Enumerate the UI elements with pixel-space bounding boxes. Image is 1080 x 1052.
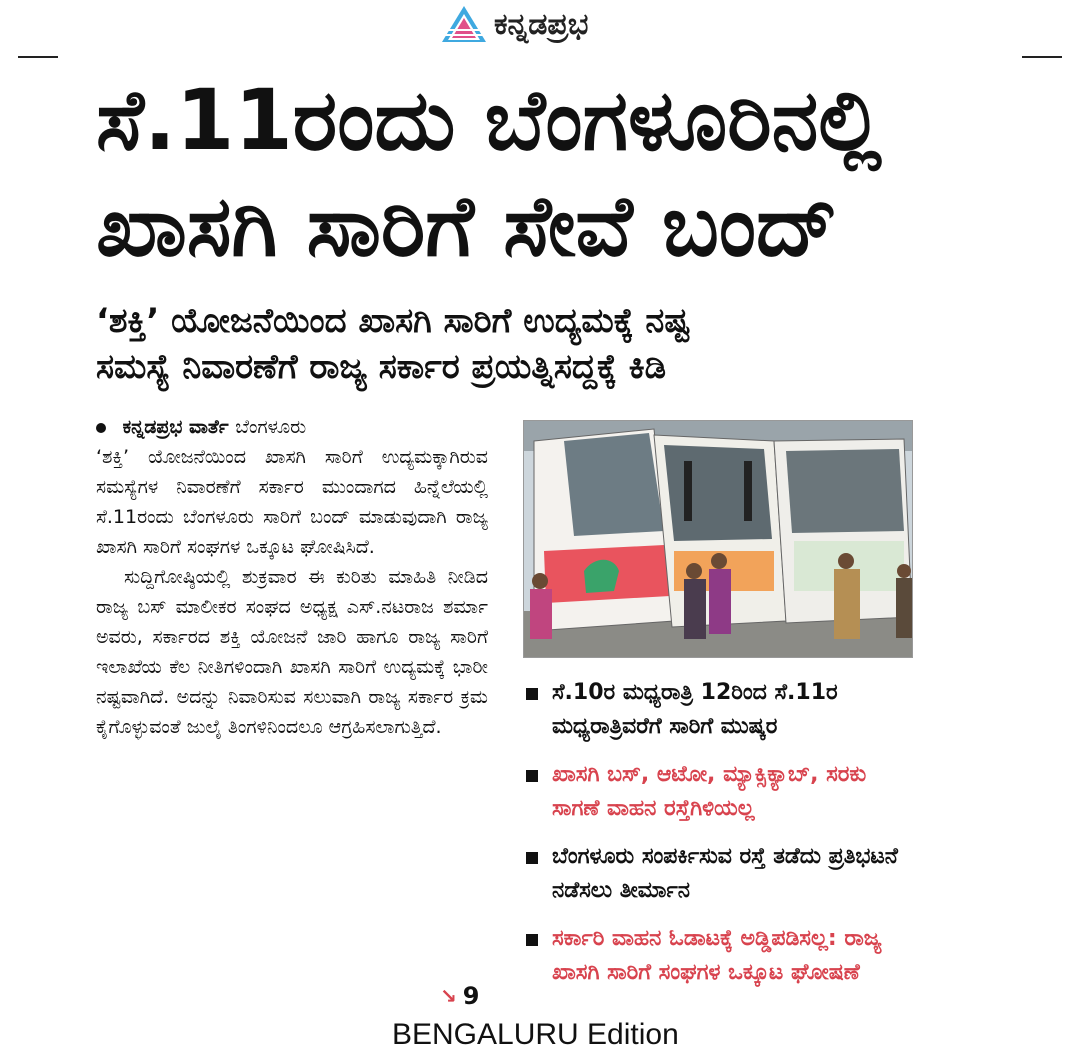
byline-bullet-icon [96, 423, 106, 433]
highlight-text-2: ಖಾಸಗಿ ಬಸ್, ಆಟೋ, ಮ್ಯಾಕ್ಸಿಕ್ಯಾಬ್, ಸರಕು ಸಾಗಣೆ ವಾಹನ ರಸ್ತೆಗಿಳಿಯಲ್ಲ [552, 762, 867, 821]
continued-page-number: 9 [462, 982, 480, 1010]
continued-on-page [440, 982, 479, 1010]
highlight-item-1 [526, 676, 918, 744]
byline [96, 412, 488, 442]
article-paragraph-2: ಸುದ್ದಿಗೋಷ್ಠಿಯಲ್ಲಿ ಶುಕ್ರವಾರ ಈ ಕುರಿತು ಮಾಹಿತಿ ನೀಡಿದ ರಾಜ್ಯ ಬಸ್ ಮಾಲೀಕರ ಸಂಘದ ಅಧ್ಯಕ್ಷ ಎಸ್.ನಟರಾಜ ಶರ್ಮಾ ಅವರು, ಸರ್ಕಾರದ ಶಕ್ತಿ ಯೋಜನೆ ಜಾರಿ ಹಾಗೂ ರಾಜ್ಯ ಸಾರಿಗೆ ಇಲಾಖೆಯ ಕೆಲ ನೀತಿಗಳಿಂದಾಗಿ ಖಾಸಗಿ ಸಾರಿಗೆ ಉದ್ಯಮಕ್ಕೆ ಭಾರೀ ನಷ್ಟವಾಗಿದೆ. ಅದನ್ನು ನಿವಾರಿಸುವ ಸಲುವಾಗಿ ರಾಜ್ಯ ಸರ್ಕಾರ ಕ್ರಮ ಕೈಗೊಳ್ಳುವಂತೆ ಜುಲೈ ತಿಂಗಳಿನಿಂದಲೂ ಆಗ್ರಹಿಸಲಾಗುತ್ತಿದೆ. [96, 566, 488, 738]
edition-label: BENGALURU Edition [392, 1018, 679, 1051]
highlight-text-1: ಸೆ.10ರ ಮಧ್ಯರಾತ್ರಿ 12ರಿಂದ ಸೆ.11ರ ಮಧ್ಯರಾತ್ರಿವರೆಗೆ ಸಾರಿಗೆ ಮುಷ್ಕರ [552, 680, 838, 739]
square-bullet-icon [526, 852, 538, 864]
headline [96, 71, 936, 284]
news-photo-buses [523, 420, 913, 658]
byline-source: ಕನ್ನಡಪ್ರಭ ವಾರ್ತೆ [122, 416, 229, 438]
subheadline-line-2: ಸಮಸ್ಯೆ ನಿವಾರಣೆಗೆ ರಾಜ್ಯ ಸರ್ಕಾರ ಪ್ರಯತ್ನಿಸದ್ದಕ್ಕೆ ಕಿಡಿ [96, 347, 667, 387]
square-bullet-icon [526, 770, 538, 782]
highlight-item-3 [526, 840, 918, 908]
bus-photo-illustration [524, 421, 912, 657]
subheadline [96, 298, 936, 390]
brand-name: ಕನ್ನಡಪ್ರಭ [494, 6, 589, 42]
headline-line-2: ಖಾಸಗಿ ಸಾರಿಗೆ ಸೇವೆ ಬಂದ್ [96, 177, 838, 275]
masthead-logo [440, 2, 588, 46]
jump-arrow-icon: ↘ [440, 984, 457, 1008]
headline-line-1: ಸೆ.11ರಂದು ಬೆಂಗಳೂರಿನಲ್ಲಿ [96, 71, 882, 169]
subheadline-line-1: ‘ಶಕ್ತಿ’ ಯೋಜನೆಯಿಂದ ಖಾಸಗಿ ಸಾರಿಗೆ ಉದ್ಯಮಕ್ಕೆ ನಷ್ಟ [96, 301, 690, 341]
header-rule-left [18, 56, 58, 58]
highlights-list [526, 676, 918, 1004]
article-body [96, 412, 488, 742]
header-rule-right [1022, 56, 1062, 58]
square-bullet-icon [526, 688, 538, 700]
highlight-item-4 [526, 922, 918, 990]
right-margin [1062, 0, 1080, 1049]
logo-triangle-icon [440, 4, 488, 44]
highlight-text-3: ಬೆಂಗಳೂರು ಸಂಪರ್ಕಿಸುವ ರಸ್ತೆ ತಡೆದು ಪ್ರತಿಭಟನೆ ನಡೆಸಲು ತೀರ್ಮಾನ [552, 844, 898, 903]
highlight-item-2 [526, 758, 918, 826]
left-margin [0, 0, 18, 1049]
article-paragraph-1: ‘ಶಕ್ತಿ’ ಯೋಜನೆಯಿಂದ ಖಾಸಗಿ ಸಾರಿಗೆ ಉದ್ಯಮಕ್ಕಾಗಿರುವ ಸಮಸ್ಯೆಗಳ ನಿವಾರಣೆಗೆ ಸರ್ಕಾರ ಮುಂದಾಗದ ಹಿನ್ನೆಲೆಯಲ್ಲಿ ಸೆ.11ರಂದು ಬೆಂಗಳೂರು ಸಾರಿಗೆ ಬಂದ್ ಮಾಡುವುದಾಗಿ ರಾಜ್ಯ ಖಾಸಗಿ ಸಾರಿಗೆ ಸಂಘಗಳ ಒಕ್ಕೂಟ ಘೋಷಿಸಿದೆ. [96, 446, 488, 558]
byline-place: ಬೆಂಗಳೂರು [235, 416, 307, 438]
highlight-text-4: ಸರ್ಕಾರಿ ವಾಹನ ಓಡಾಟಕ್ಕೆ ಅಡ್ಡಿಪಡಿಸಲ್ಲ: ರಾಜ್ಯ ಖಾಸಗಿ ಸಾರಿಗೆ ಸಂಘಗಳ ಒಕ್ಕೂಟ ಘೋಷಣೆ [552, 926, 882, 985]
square-bullet-icon [526, 934, 538, 946]
